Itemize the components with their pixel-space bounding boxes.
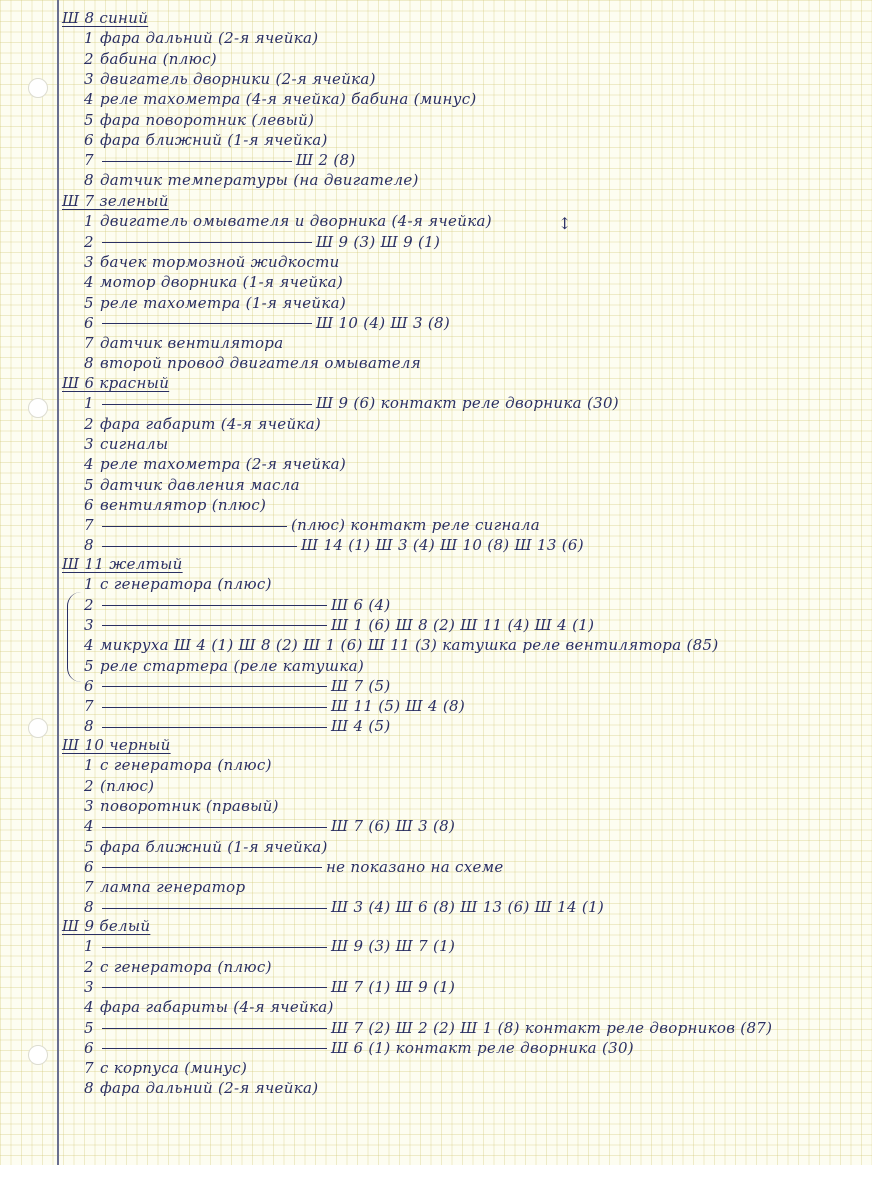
section-title: Ш 7 зеленый <box>62 192 169 210</box>
pin-number: 8 <box>84 898 94 917</box>
pin-row <box>84 293 346 313</box>
pin-description: бабина (плюс) <box>100 49 217 68</box>
reference-line <box>102 546 297 547</box>
reference-line <box>102 526 287 527</box>
pin-number: 3 <box>84 69 94 88</box>
pin-description: фара дальний (2-я ячейка) <box>100 1079 319 1098</box>
pin-row <box>84 414 321 434</box>
pin-number: 7 <box>84 151 94 170</box>
pin-description: датчик вентилятора <box>100 334 284 353</box>
cross-reference: Ш 2 (8) <box>296 151 356 170</box>
cross-reference: Ш 10 (4) Ш 3 (8) <box>316 313 450 332</box>
pin-number: 2 <box>84 414 94 433</box>
pin-row <box>84 495 266 515</box>
pin-row <box>84 252 340 272</box>
pin-description: двигатель омывателя и дворника (4-я ячейка) <box>100 212 492 231</box>
page-bottom-margin <box>0 1165 872 1200</box>
pin-number: 7 <box>84 878 94 897</box>
pin-row <box>84 28 318 48</box>
pin-row <box>84 535 584 555</box>
section-title: Ш 6 красный <box>62 374 170 392</box>
pin-description: фара ближний (1-я ячейка) <box>100 130 328 149</box>
pin-row <box>84 676 391 696</box>
pin-description: микруха Ш 4 (1) Ш 8 (2) Ш 1 (6) Ш 11 (3) катушка реле вентилятора (85) <box>100 636 719 655</box>
pin-description: датчик давления масла <box>100 475 300 494</box>
reference-line <box>102 605 327 606</box>
pin-number: 4 <box>84 455 94 474</box>
pin-row <box>84 272 343 292</box>
pin-row <box>84 857 504 877</box>
pin-row <box>84 595 391 615</box>
pin-number: 2 <box>84 232 94 251</box>
pin-number: 8 <box>84 717 94 736</box>
pin-description: фара ближний (1-я ячейка) <box>100 837 328 856</box>
pin-number: 5 <box>84 110 94 129</box>
pin-number: 2 <box>84 595 94 614</box>
pin-number: 5 <box>84 293 94 312</box>
pin-number: 4 <box>84 817 94 836</box>
pin-row <box>84 475 300 495</box>
pin-description: фара поворотник (левый) <box>100 110 315 129</box>
arrow-icon: ↕ <box>558 214 572 233</box>
cross-reference: Ш 11 (5) Ш 4 (8) <box>331 697 465 716</box>
pin-number: 8 <box>84 354 94 373</box>
pin-description: фара дальний (2-я ячейка) <box>100 29 319 48</box>
margin-line <box>57 0 59 1165</box>
pin-number: 3 <box>84 434 94 453</box>
reference-line <box>102 908 327 909</box>
cross-reference: не показано на схеме <box>326 857 504 876</box>
pin-number: 3 <box>84 977 94 996</box>
pin-row <box>84 997 334 1017</box>
cross-reference: Ш 9 (6) контакт реле дворника (30) <box>316 394 619 413</box>
cross-reference: Ш 9 (3) Ш 9 (1) <box>316 232 441 251</box>
pin-row <box>84 393 619 413</box>
pin-row <box>84 49 217 69</box>
pin-row <box>84 69 376 89</box>
reference-line <box>102 867 322 868</box>
pin-row <box>84 150 356 170</box>
pin-number: 2 <box>84 776 94 795</box>
pin-row <box>84 89 477 109</box>
pin-number: 4 <box>84 636 94 655</box>
pin-description: реле тахометра (2-я ячейка) <box>100 455 346 474</box>
pin-row <box>84 333 283 353</box>
punch-hole <box>28 78 48 98</box>
pin-description: с генератора (плюс) <box>100 756 272 775</box>
section-title: Ш 11 желтый <box>62 555 183 573</box>
pin-row <box>84 615 594 635</box>
pin-number: 8 <box>84 536 94 555</box>
pin-number: 3 <box>84 796 94 815</box>
pin-row <box>84 816 455 836</box>
pin-row <box>84 957 272 977</box>
pin-row <box>84 232 440 252</box>
reference-line <box>102 987 327 988</box>
reference-line <box>102 947 327 948</box>
section-title: Ш 9 белый <box>62 917 151 935</box>
pin-description: с генератора (плюс) <box>100 957 272 976</box>
pin-number: 1 <box>84 212 94 231</box>
reference-line <box>102 242 312 243</box>
pin-number: 7 <box>84 516 94 535</box>
pin-number: 1 <box>84 575 94 594</box>
pin-description: датчик температуры (на двигателе) <box>100 171 419 190</box>
cross-reference: Ш 7 (1) Ш 9 (1) <box>331 977 456 996</box>
pin-number: 1 <box>84 937 94 956</box>
pin-number: 1 <box>84 756 94 775</box>
cross-reference: Ш 14 (1) Ш 3 (4) Ш 10 (8) Ш 13 (6) <box>301 536 584 555</box>
cross-reference: Ш 1 (6) Ш 8 (2) Ш 11 (4) Ш 4 (1) <box>331 615 595 634</box>
pin-number: 7 <box>84 334 94 353</box>
pin-description: реле тахометра (1-я ячейка) <box>100 293 346 312</box>
pin-row <box>84 1038 634 1058</box>
cross-reference: Ш 7 (5) <box>331 676 391 695</box>
pin-row <box>84 837 328 857</box>
pin-row <box>84 170 419 190</box>
pin-row <box>84 211 492 231</box>
cross-reference: Ш 9 (3) Ш 7 (1) <box>331 937 456 956</box>
pin-row <box>84 877 245 897</box>
pin-row <box>84 574 272 594</box>
pin-number: 8 <box>84 171 94 190</box>
pin-number: 6 <box>84 857 94 876</box>
cross-reference: Ш 6 (4) <box>331 595 391 614</box>
pin-description: поворотник (правый) <box>100 796 279 815</box>
pin-number: 5 <box>84 656 94 675</box>
pin-number: 2 <box>84 49 94 68</box>
pin-number: 6 <box>84 676 94 695</box>
pin-row <box>84 635 719 655</box>
pin-number: 3 <box>84 615 94 634</box>
pin-row <box>84 353 421 373</box>
reference-line <box>102 404 312 405</box>
section-title: Ш 10 черный <box>62 736 171 754</box>
reference-line <box>102 686 327 687</box>
punch-hole <box>28 718 48 738</box>
pin-number: 6 <box>84 1038 94 1057</box>
punch-hole <box>28 1045 48 1065</box>
pin-row <box>84 434 168 454</box>
pin-row <box>84 313 450 333</box>
pin-number: 4 <box>84 90 94 109</box>
section-title: Ш 8 синий <box>62 9 149 27</box>
pin-number: 1 <box>84 29 94 48</box>
reference-line <box>102 827 327 828</box>
pin-row <box>84 977 455 997</box>
cross-reference: Ш 7 (6) Ш 3 (8) <box>331 817 456 836</box>
pin-row <box>84 776 154 796</box>
pin-description: вентилятор (плюс) <box>100 495 267 514</box>
pin-description: мотор дворника (1-я ячейка) <box>100 273 343 292</box>
pin-number: 7 <box>84 1059 94 1078</box>
pin-description: (плюс) <box>100 776 155 795</box>
pin-number: 8 <box>84 1079 94 1098</box>
cross-reference: (плюс) контакт реле сигнала <box>291 516 541 535</box>
pin-row <box>84 130 328 150</box>
pin-number: 5 <box>84 1018 94 1037</box>
cross-reference: Ш 6 (1) контакт реле дворника (30) <box>331 1038 634 1057</box>
pin-number: 1 <box>84 394 94 413</box>
cross-reference: Ш 3 (4) Ш 6 (8) Ш 13 (6) Ш 14 (1) <box>331 898 605 917</box>
pin-row <box>84 454 346 474</box>
reference-line <box>102 323 312 324</box>
pin-description: фара габарит (4-я ячейка) <box>100 414 322 433</box>
pin-description: сигналы <box>100 434 169 453</box>
pin-description: бачек тормозной жидкости <box>100 252 340 271</box>
reference-line <box>102 727 327 728</box>
pin-number: 3 <box>84 252 94 271</box>
pin-description: с генератора (плюс) <box>100 575 272 594</box>
punch-hole <box>28 398 48 418</box>
pin-row <box>84 1078 318 1098</box>
pin-row <box>84 755 272 775</box>
reference-line <box>102 707 327 708</box>
reference-line <box>102 161 292 162</box>
pin-description: лампа генератор <box>100 878 246 897</box>
pin-row <box>84 897 604 917</box>
pin-number: 4 <box>84 273 94 292</box>
pin-description: второй провод двигателя омывателя <box>100 354 421 373</box>
pin-description: фара габариты (4-я ячейка) <box>100 998 334 1017</box>
reference-line <box>102 1028 327 1029</box>
pin-row <box>84 110 314 130</box>
pin-number: 6 <box>84 313 94 332</box>
cross-reference: Ш 4 (5) <box>331 717 391 736</box>
reference-line <box>102 1048 327 1049</box>
cross-reference: Ш 7 (2) Ш 2 (2) Ш 1 (8) контакт реле дворников (87) <box>331 1018 773 1037</box>
bracket-mark <box>67 592 82 682</box>
pin-row <box>84 696 465 716</box>
pin-description: двигатель дворники (2-я ячейка) <box>100 69 376 88</box>
pin-row <box>84 936 455 956</box>
pin-row <box>84 1018 772 1038</box>
pin-number: 5 <box>84 837 94 856</box>
pin-number: 2 <box>84 957 94 976</box>
pin-description: с корпуса (минус) <box>100 1059 248 1078</box>
pin-number: 7 <box>84 697 94 716</box>
pin-number: 6 <box>84 495 94 514</box>
pin-row <box>84 796 279 816</box>
pin-description: реле стартера (реле катушка) <box>100 656 364 675</box>
pin-number: 4 <box>84 998 94 1017</box>
pin-row <box>84 1058 247 1078</box>
pin-number: 5 <box>84 475 94 494</box>
pin-row <box>84 515 540 535</box>
reference-line <box>102 625 327 626</box>
pin-description: реле тахометра (4-я ячейка) бабина (минус) <box>100 90 477 109</box>
pin-number: 6 <box>84 130 94 149</box>
pin-row <box>84 656 364 676</box>
pin-row <box>84 716 391 736</box>
